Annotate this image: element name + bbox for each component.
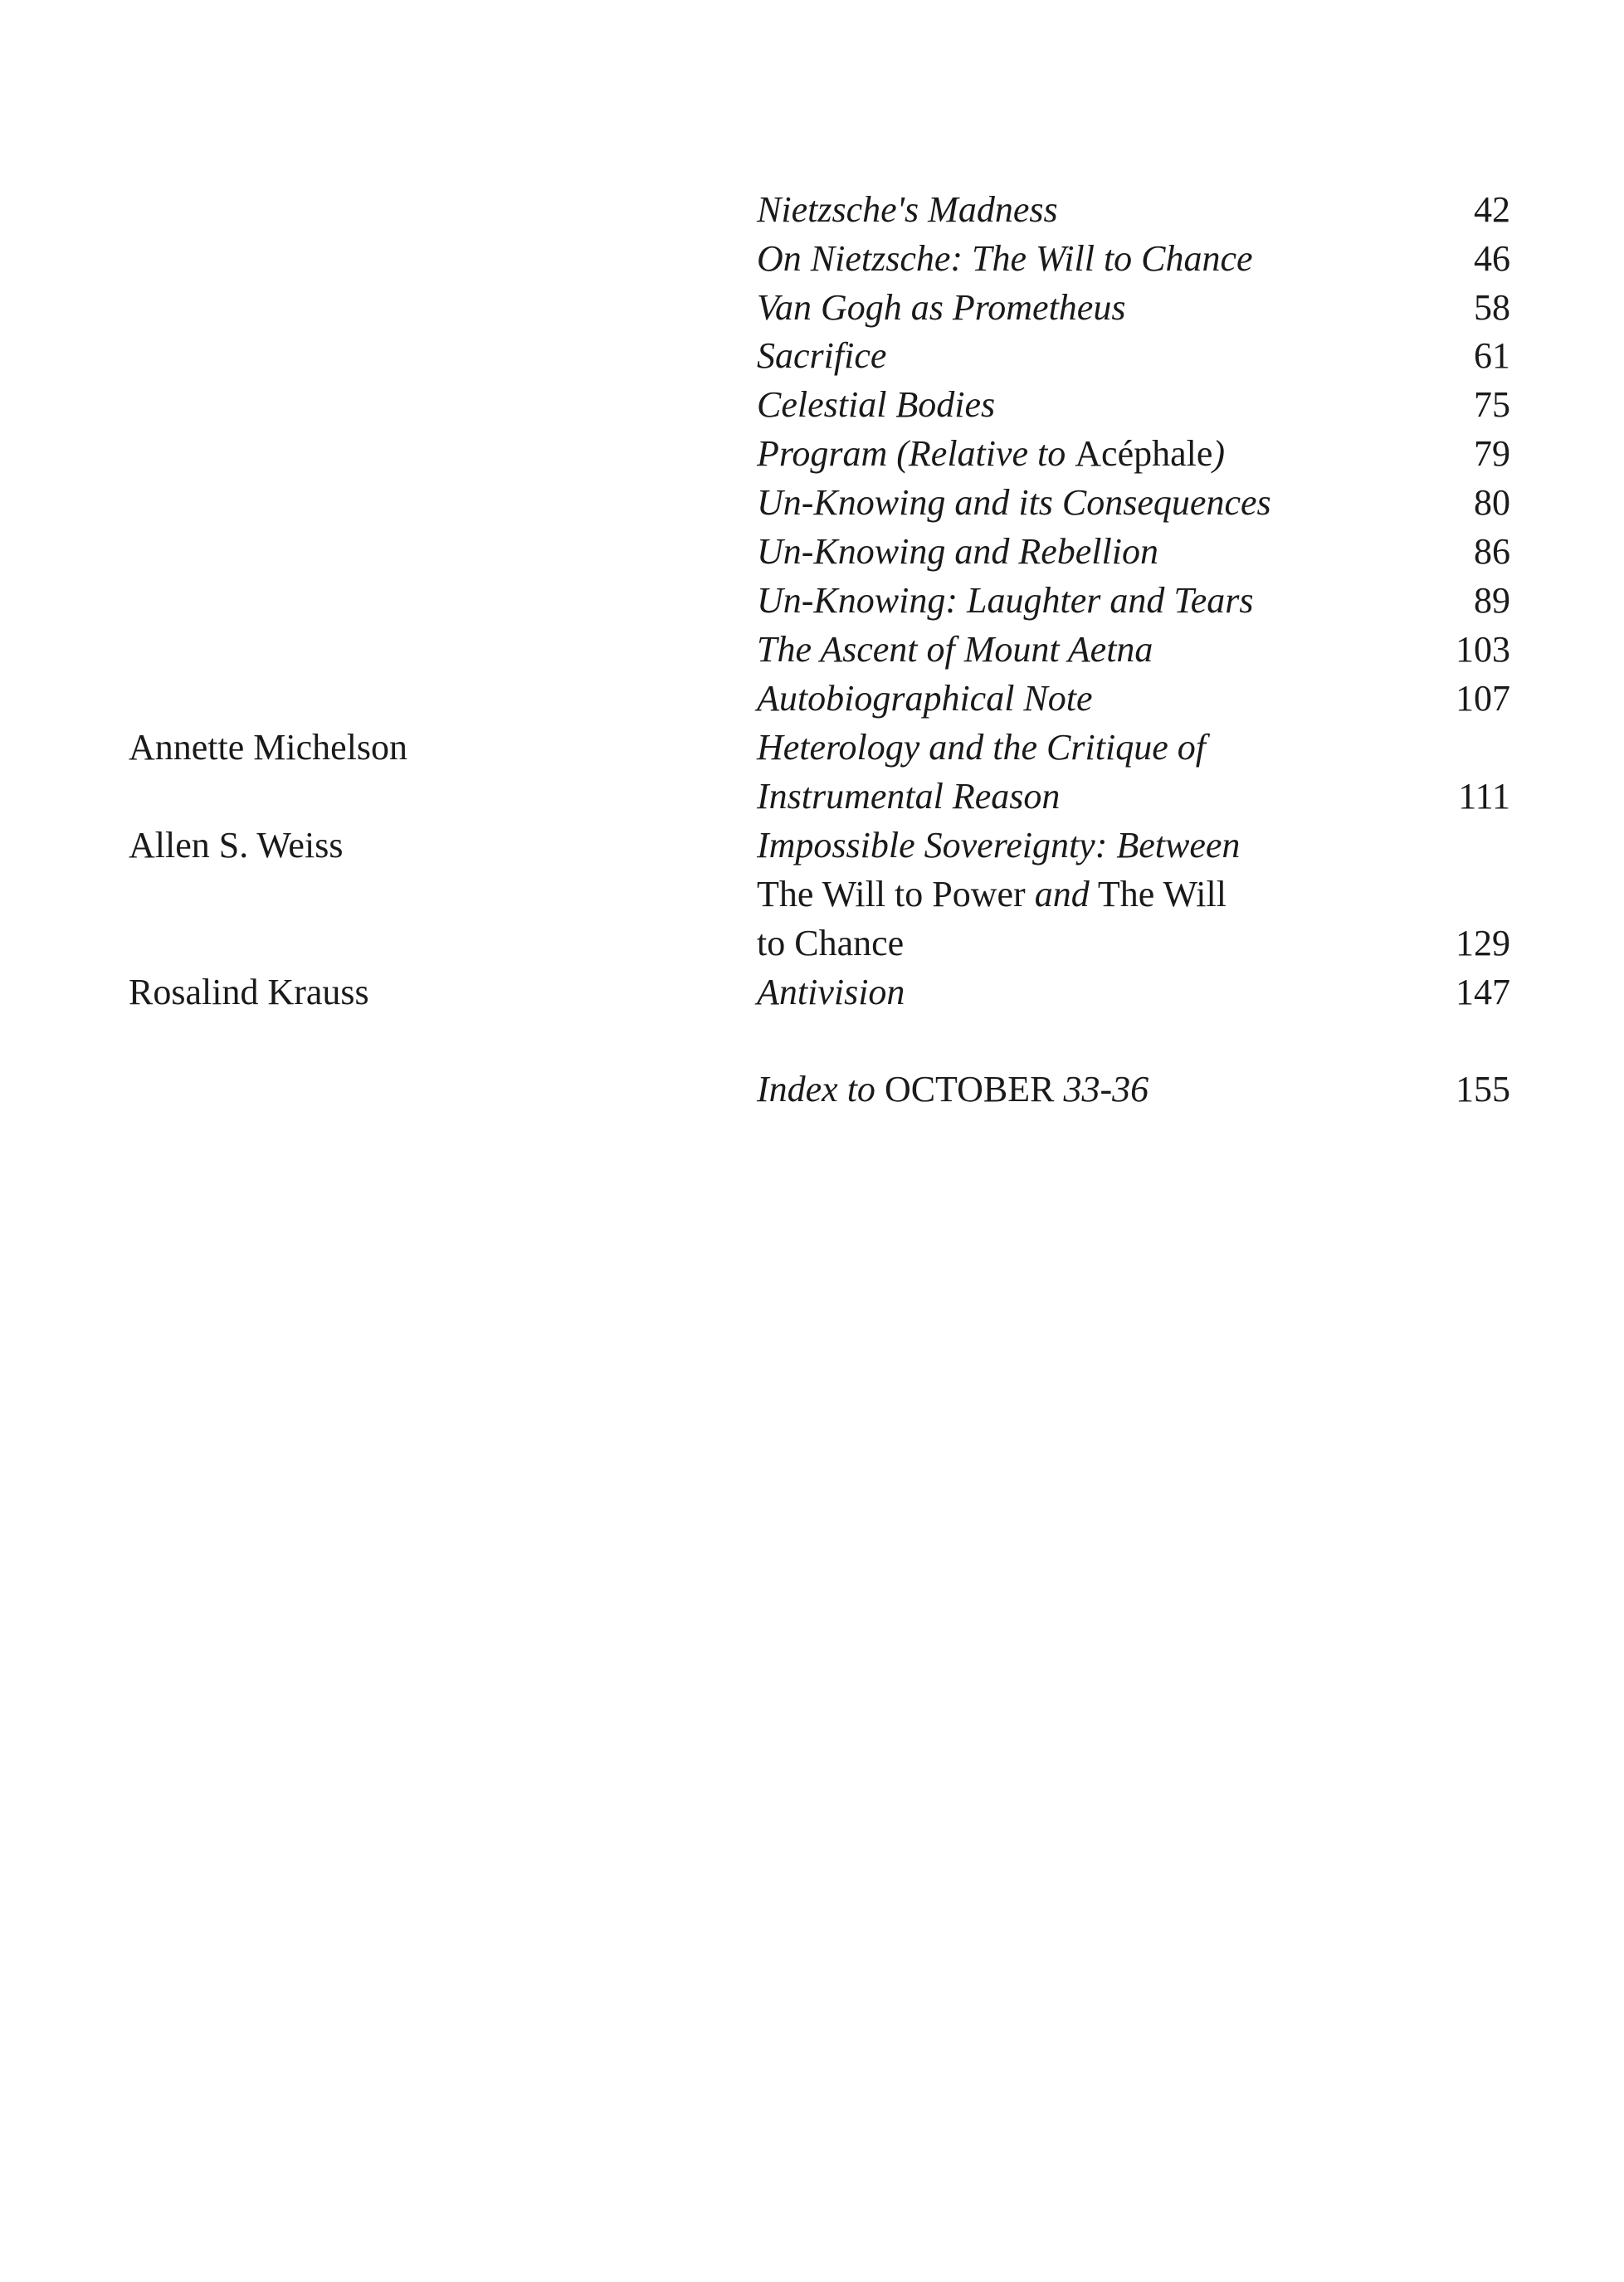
toc-page-number: 111 (1458, 776, 1510, 817)
toc-entry (0, 724, 1624, 772)
toc-title-segment: Un-Knowing and Rebellion (757, 531, 1158, 572)
toc-title (757, 235, 1253, 283)
toc-page-number: 58 (1474, 287, 1510, 328)
toc-title-segment: On Nietzsche: The Will to Chance (757, 238, 1253, 279)
toc-title-segment: Un-Knowing: Laughter and Tears (757, 580, 1254, 621)
toc-title (757, 577, 1254, 625)
toc-page-number: 155 (1456, 1069, 1510, 1109)
toc-entry (0, 968, 1624, 1017)
toc-entry (0, 626, 1624, 674)
toc-title-segment: to Chance (757, 923, 905, 963)
toc-page-number: 147 (1456, 972, 1510, 1012)
toc-title (757, 284, 1125, 332)
toc-page-number: 61 (1474, 335, 1510, 376)
toc-title-segment: ) (1212, 433, 1226, 474)
toc-title-segment: OCTOBER (884, 1069, 1064, 1109)
toc-entry (0, 186, 1624, 234)
toc-title-segment: Celestial Bodies (757, 384, 996, 425)
toc-entry (0, 577, 1624, 625)
toc-title (757, 528, 1158, 576)
toc-title-segment: The Will to Power (757, 874, 1035, 914)
toc-title (757, 332, 886, 380)
toc-page-number: 75 (1474, 384, 1510, 425)
toc-page-number: 107 (1456, 678, 1510, 719)
toc-entry (0, 284, 1624, 332)
toc-entry (0, 479, 1624, 527)
toc-title (757, 430, 1225, 478)
toc-title-segment: Un-Knowing and its Consequences (757, 482, 1271, 523)
toc-entry (0, 528, 1624, 576)
toc-title (757, 381, 995, 429)
toc-title (757, 968, 905, 1017)
toc-entry (0, 1065, 1624, 1114)
toc-title (757, 675, 1093, 723)
toc-entry (0, 870, 1624, 919)
toc-title-segment: Program (Relative to (757, 433, 1075, 474)
toc-title-segment: Heterology and the Critique of (757, 727, 1206, 768)
toc-entry (0, 773, 1624, 821)
toc-title (757, 773, 1060, 821)
toc-title-segment: The Ascent of Mount Aetna (757, 629, 1153, 670)
toc-entry (0, 919, 1624, 968)
toc-title (757, 919, 904, 968)
toc-title-segment: Acéphale (1075, 433, 1213, 474)
toc-title-segment: Van Gogh as Prometheus (757, 287, 1126, 328)
toc-title-segment: Index to (757, 1069, 885, 1109)
toc-page-number: 79 (1474, 433, 1510, 474)
toc-title (757, 822, 1240, 870)
toc-page-number: 89 (1474, 580, 1510, 621)
toc-title (757, 724, 1206, 772)
toc-title-segment: Antivision (757, 972, 905, 1012)
toc-entry (0, 675, 1624, 723)
toc-page-number: 86 (1474, 531, 1510, 572)
toc-entry (0, 430, 1624, 478)
toc-title-segment: Sacrifice (757, 335, 887, 376)
toc-title-segment: Impossible Sovereignty: Between (757, 825, 1241, 866)
toc-entry (0, 332, 1624, 380)
toc-entry (0, 822, 1624, 870)
toc-title-segment: Instrumental Reason (757, 776, 1061, 817)
toc-title (757, 479, 1271, 527)
toc-entry (0, 381, 1624, 429)
toc-author: Rosalind Krauss (129, 972, 369, 1012)
toc-entry (0, 235, 1624, 283)
toc-author: Allen S. Weiss (129, 825, 344, 866)
toc-title-segment: 33-36 (1063, 1069, 1149, 1109)
toc-author: Annette Michelson (129, 727, 408, 768)
toc-page-number: 129 (1456, 923, 1510, 963)
toc-title (757, 1065, 1149, 1114)
toc-title-segment: The Will (1089, 874, 1227, 914)
toc-page-number: 46 (1474, 238, 1510, 279)
toc-title (757, 870, 1227, 919)
toc-page-number: 103 (1456, 629, 1510, 670)
toc-title (757, 626, 1153, 674)
toc-page-number: 42 (1474, 189, 1510, 230)
toc-title-segment: Autobiographical Note (757, 678, 1093, 719)
toc-title (757, 186, 1058, 234)
toc-title-segment: and (1034, 874, 1090, 914)
toc-title-segment: Nietzsche's Madness (757, 189, 1058, 230)
toc-page-number: 80 (1474, 482, 1510, 523)
